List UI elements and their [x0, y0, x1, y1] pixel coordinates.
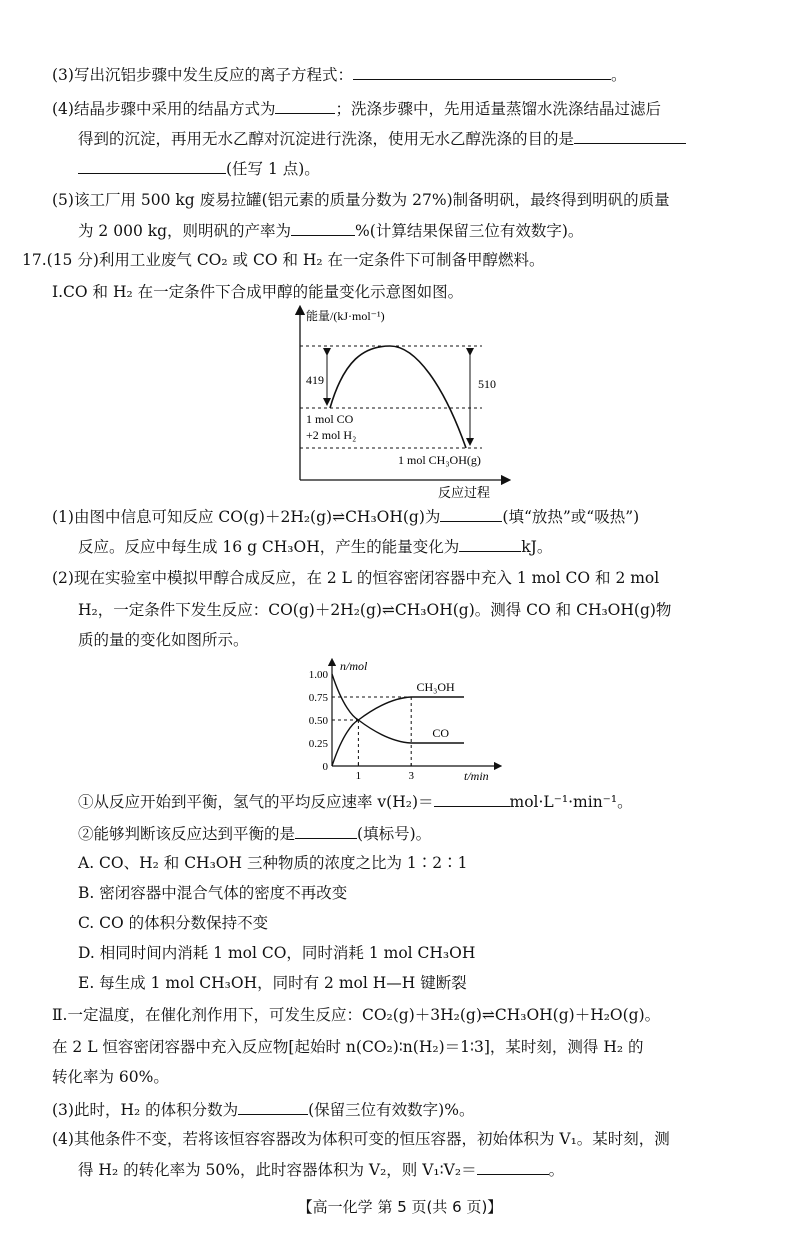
- y-tick-label: 0.25: [308, 738, 328, 750]
- x-axis-label: t/min: [464, 769, 489, 783]
- answer-blank[interactable]: [440, 505, 502, 522]
- part-ii-line-1: Ⅱ.一定温度，在催化剂作用下，可发生反应：CO₂(g)＋3H₂(g)⇌CH₃OH(g)＋H₂O(g)。: [52, 1006, 661, 1024]
- moles-time-chart: [300, 656, 514, 784]
- option-b: B. 密闭容器中混合气体的密度不再改变: [78, 884, 348, 902]
- label-419: 419: [306, 373, 324, 387]
- answer-blank[interactable]: [574, 127, 686, 144]
- answer-blank[interactable]: [459, 535, 521, 552]
- q4-line-1: (4)结晶步骤中采用的结晶方式为 ；洗涤步骤中，先用适量蒸馏水洗涤结晶过滤后: [52, 97, 661, 120]
- x-tick-label: 3: [408, 770, 414, 782]
- reactants-label-1: 1 mol CO: [306, 412, 354, 426]
- energy-diagram: [280, 304, 520, 500]
- q3-line: (3)写出沉铝步骤中发生反应的离子方程式： 。: [52, 63, 626, 86]
- s1-line-2: 反应。反应中每生成 16 g CH₃OH，产生的能量变化为 kJ。: [78, 535, 552, 558]
- s4-line-2: 得 H₂ 的转化率为 50%，此时容器体积为 V₂，则 V₁∶V₂＝ 。: [78, 1158, 564, 1181]
- q5-line-1: (5)该工厂用 500 kg 废易拉罐(铝元素的质量分数为 27%)制备明矾，最终得到明矾的质量: [52, 191, 670, 209]
- y-tick-label: 0.75: [308, 692, 328, 704]
- answer-blank[interactable]: [353, 63, 611, 80]
- answer-blank[interactable]: [291, 219, 355, 236]
- y-axis-label: 能量/(kJ·mol⁻¹): [306, 309, 385, 323]
- option-d: D. 相同时间内消耗 1 mol CO，同时消耗 1 mol CH₃OH: [78, 944, 476, 962]
- x-tick-label: 1: [355, 770, 362, 782]
- reactants-label-2: +2 mol H₂: [306, 428, 357, 442]
- part-i-intro: Ⅰ.CO 和 H₂ 在一定条件下合成甲醇的能量变化示意图如图。: [52, 283, 464, 301]
- s2-line-1: (2)现在实验室中模拟甲醇合成反应，在 2 L 的恒容密闭容器中充入 1 mol CO 和 2 mol: [52, 569, 660, 587]
- part-ii-line-3: 转化率为 60%。: [52, 1068, 169, 1086]
- q4-line-3: (任写 1 点)。: [78, 157, 320, 180]
- s3-line: (3)此时，H₂ 的体积分数为 (保留三位有效数字)%。: [52, 1098, 474, 1121]
- product-label: 1 mol CH₃OH(g): [398, 453, 481, 467]
- option-c: C. CO 的体积分数保持不变: [78, 914, 269, 932]
- answer-blank[interactable]: [434, 790, 510, 807]
- label-510: 510: [478, 377, 496, 391]
- q4-line-2: 得到的沉淀，再用无水乙醇对沉淀进行洗涤，使用无水乙醇洗涤的目的是: [78, 127, 686, 150]
- series-label-co: CO: [432, 726, 449, 740]
- series-label-ch3oh: CH₃OH: [416, 680, 455, 694]
- q5-line-2: 为 2 000 kg，则明矾的产率为 %(计算结果保留三位有效数字)。: [78, 219, 583, 242]
- y-tick-label: 0.50: [308, 715, 328, 727]
- s2-line-3: 质的量的变化如图所示。: [78, 631, 249, 649]
- answer-blank[interactable]: [477, 1158, 549, 1175]
- c1-line: ①从反应开始到平衡，氢气的平均反应速率 v(H₂)＝ mol·L⁻¹·min⁻¹。: [78, 790, 633, 813]
- answer-blank[interactable]: [238, 1098, 308, 1115]
- y-tick-label: 1.00: [308, 669, 328, 681]
- answer-blank[interactable]: [78, 157, 226, 174]
- s2-line-2: H₂，一定条件下发生反应：CO(g)＋2H₂(g)⇌CH₃OH(g)。测得 CO 和 CH₃OH(g)物: [78, 601, 672, 619]
- q17-title: 17.(15 分)利用工业废气 CO₂ 或 CO 和 H₂ 在一定条件下可制备甲醇燃料。: [22, 251, 545, 269]
- c2-line: ②能够判断该反应达到平衡的是 (填标号)。: [78, 822, 431, 845]
- answer-blank[interactable]: [295, 822, 357, 839]
- page-footer: 【高一化学 第 5 页(共 6 页)】: [297, 1198, 503, 1216]
- option-a: A. CO、H₂ 和 CH₃OH 三种物质的浓度之比为 1∶2∶1: [78, 854, 468, 872]
- s1-line-1: (1)由图中信息可知反应 CO(g)＋2H₂(g)⇌CH₃OH(g)为 (填“放热”或“吸热”): [52, 505, 639, 528]
- part-ii-line-2: 在 2 L 恒容密闭容器中充入反应物[起始时 n(CO₂)∶n(H₂)＝1∶3]，某时刻，测得 H₂ 的: [52, 1038, 644, 1056]
- y-tick-label: 0: [322, 761, 328, 773]
- x-axis-label: 反应过程: [438, 485, 491, 500]
- y-axis-label: n/mol: [340, 659, 368, 673]
- answer-blank[interactable]: [275, 97, 335, 114]
- s4-line-1: (4)其他条件不变，若将该恒容容器改为体积可变的恒压容器，初始体积为 V₁。某时刻，测: [52, 1130, 670, 1148]
- option-e: E. 每生成 1 mol CH₃OH，同时有 2 mol H—H 键断裂: [78, 974, 467, 992]
